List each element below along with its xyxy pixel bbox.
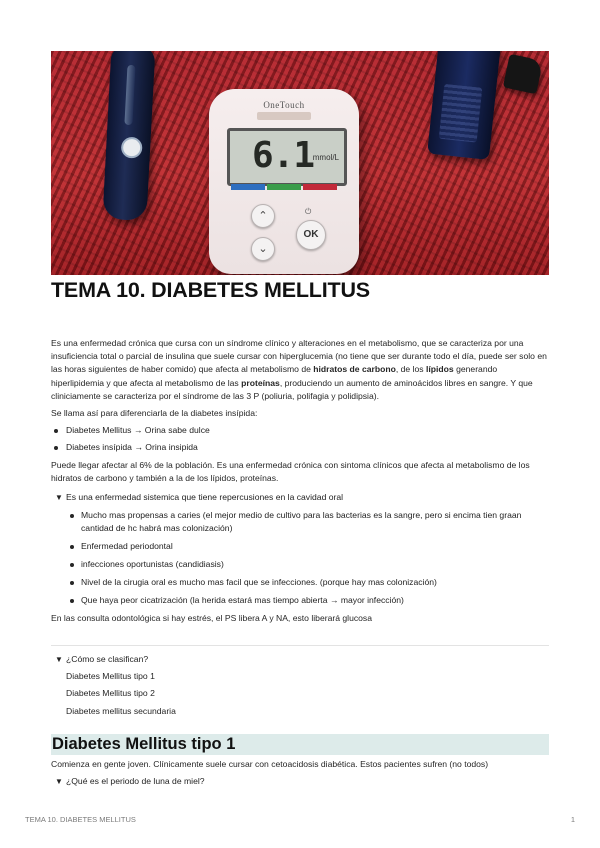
lancet-clip	[124, 65, 135, 125]
cover-image	[51, 51, 549, 275]
classify-toggle[interactable]	[51, 653, 549, 666]
page	[51, 51, 549, 788]
glucose-meter	[209, 89, 359, 274]
meter-down-icon: ⌄	[251, 237, 275, 261]
intro-bold-1: hidratos de carbono	[313, 364, 396, 375]
meter-bar-red	[303, 184, 337, 190]
test-strip-vial	[427, 51, 501, 160]
meter-screen	[227, 128, 347, 186]
page-number: 1	[570, 815, 575, 824]
toggle-label: ¿Cómo se clasifican?	[66, 653, 149, 664]
meter-power-icon: ⏻	[305, 207, 312, 216]
page-title: TEMA 10. DIABETES MELLITUS	[51, 278, 370, 302]
toggle-triangle-icon[interactable]: ▼	[55, 777, 63, 787]
systemic-list	[66, 509, 549, 607]
classify-items	[66, 670, 549, 718]
intro-text-3: generando hiperlipidemia y que afecta al metabolismo de las	[51, 364, 498, 388]
list-item: Diabetes Mellitus → Orina sabe dulce	[51, 424, 549, 437]
meter-up-icon: ⌃	[251, 204, 275, 228]
vial-cap	[503, 54, 543, 94]
list-item: Enfermedad periodontal	[66, 540, 549, 553]
intro-bold-3: proteínas	[241, 377, 280, 388]
honeymoon-toggle[interactable]	[51, 775, 549, 788]
vial-label	[439, 84, 483, 143]
differentiate-paragraph: Se llama así para diferenciarla de la diabetes insípida:	[51, 408, 258, 419]
classify-item: Diabetes mellitus secundaria	[66, 705, 176, 716]
intro-bold-2: lípidos	[425, 364, 454, 375]
meter-bar-blue	[231, 184, 265, 190]
meter-brand: OneTouch	[263, 100, 305, 110]
meter-model-label	[257, 112, 311, 120]
intro-paragraph	[51, 337, 549, 403]
lancet-device	[102, 51, 155, 221]
systemic-toggle[interactable]	[51, 491, 549, 504]
classify-block	[51, 653, 549, 718]
list-item: Mucho mas propensas a caries (el mejor medio de cultivo para las bacterias es la sangre, pero si encima tien graan cantidad de hc habrá mas colonización)	[66, 509, 549, 535]
lancet-button	[121, 137, 143, 159]
list-item: Que haya peor cicatrización (la herida estará mas tiempo abierta → mayor infección)	[66, 594, 549, 607]
intro-text-2: , de los	[395, 364, 426, 375]
divider	[51, 645, 549, 646]
section-paragraph: Comienza en gente joven. Clínicamente suele cursar con cetoacidosis diabética. Estos pacientes sufren (no todos)	[51, 759, 489, 770]
classify-item: Diabetes Mellitus tipo 2	[66, 688, 155, 699]
intro-text-1: Es una enfermedad crónica que cursa con un síndrome clínico y alteraciones en el metabolismo, que se caracteriza por una insuficiencia total o parcial de insulina que suele cursar con hiperglucemia (no tiene que ser durante todo el día, puede ser solo en las horas siguientes de haber comido) que afecta al metabolismo de	[51, 338, 547, 375]
affects-paragraph: Puede llegar afectar al 6% de la población. Es una enfermedad crónica con sintoma clínicos que afecta al metabolismo de los hidratos de carbono y también a la de los lípidos, proteínas.	[51, 459, 530, 483]
stress-paragraph: En las consulta odontológica si hay estrés, el PS libera A y NA, esto liberará glucosa	[51, 613, 373, 624]
meter-unit: mmol/L	[312, 153, 339, 162]
footer-title: TEMA 10. DIABETES MELLITUS	[25, 815, 136, 824]
section-heading: Diabetes Mellitus tipo 1	[51, 734, 549, 755]
list-item: Diabetes insípida → Orina insipida	[51, 441, 549, 454]
page-footer	[25, 815, 575, 824]
intro-text-4: , produciendo un aumento de aminoácidos libres en sangre. Y que cliniciamente se caracteriza por el síndrome de las 3 P (poliuria, polifagia y polidipsia).	[51, 377, 533, 401]
list-item: infecciones oportunistas (candidiasis)	[66, 558, 549, 571]
toggle-triangle-icon[interactable]: ▼	[55, 654, 63, 664]
diff-list	[51, 424, 549, 454]
classify-item: Diabetes Mellitus tipo 1	[66, 671, 155, 682]
toggle-triangle-icon[interactable]: ▼	[55, 493, 63, 503]
list-item: Nivel de la cirugia oral es mucho mas facil que se infecciones. (porque hay mas colonización)	[66, 576, 549, 589]
toggle-label: ¿Qué es el periodo de luna de miel?	[66, 776, 205, 787]
meter-bar-green	[267, 184, 301, 190]
toggle-label: Es una enfermedad sistemica que tiene repercusiones en la cavidad oral	[66, 492, 344, 503]
meter-reading: 6.1	[252, 135, 315, 176]
meter-ok-button: OK	[296, 220, 326, 250]
